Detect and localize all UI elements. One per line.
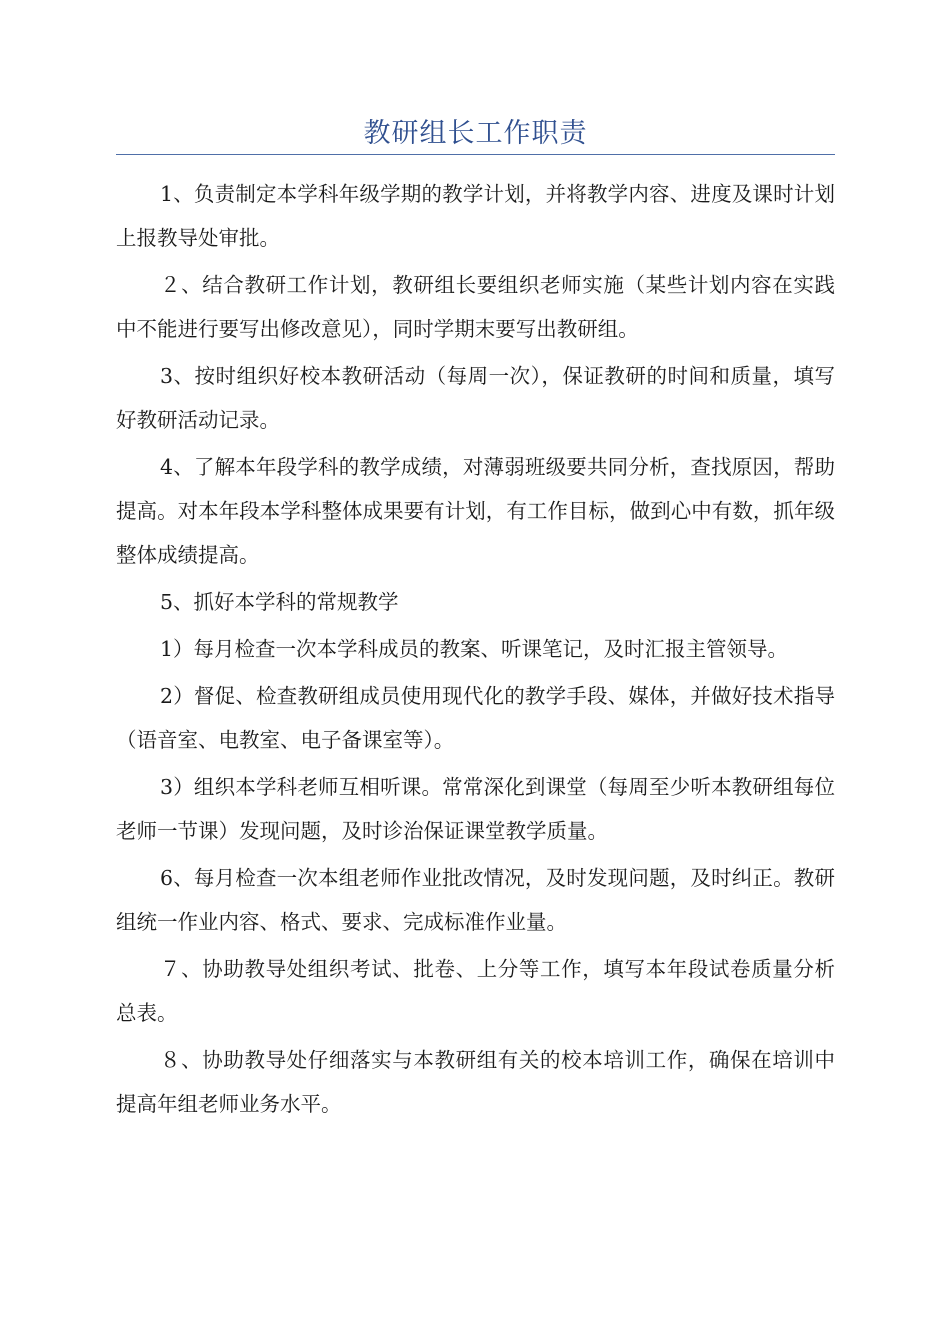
title-underline xyxy=(116,154,835,155)
document-body xyxy=(116,172,835,1129)
paragraph-6: 6、每月检查一次本组老师作业批改情况，及时发现问题，及时纠正。教研组统一作业内容、格式、要求、完成标准作业量。 xyxy=(116,866,835,934)
paragraph-7: ７、协助教导处组织考试、批卷、上分等工作，填写本年段试卷质量分析总表。 xyxy=(116,957,835,1025)
document-title: 教研组长工作职责 xyxy=(363,118,588,149)
paragraph-4: 4、了解本年段学科的教学成绩，对薄弱班级要共同分析，查找原因，帮助提高。对本年段本学科整体成果要有计划，有工作目标，做到心中有数，抓年级整体成绩提高。 xyxy=(116,455,835,567)
sub-item-3: 3）组织本学科老师互相听课。常常深化到课堂（每周至少听本教研组每位老师一节课）发现问题，及时诊治保证课堂教学质量。 xyxy=(116,775,835,843)
paragraph-3: 3、按时组织好校本教研活动（每周一次），保证教研的时间和质量，填写好教研活动记录。 xyxy=(116,364,835,432)
paragraph-5: 5、抓好本学科的常规教学 xyxy=(160,590,399,614)
paragraph-2: ２、结合教研工作计划，教研组长要组织老师实施（某些计划内容在实践中不能进行要写出修改意见），同时学期末要写出教研组。 xyxy=(116,273,835,341)
sub-item-2: 2）督促、检查教研组成员使用现代化的教学手段、媒体，并做好技术指导（语音室、电教室、电子备课室等）。 xyxy=(116,684,835,752)
paragraph-8: ８、协助教导处仔细落实与本教研组有关的校本培训工作，确保在培训中提高年组老师业务水平。 xyxy=(116,1048,835,1116)
paragraph-1: 1、负责制定本学科年级学期的教学计划，并将教学内容、进度及课时计划上报教导处审批。 xyxy=(116,182,835,250)
sub-item-1: 1）每月检查一次本学科成员的教案、听课笔记，及时汇报主管领导。 xyxy=(160,637,789,661)
